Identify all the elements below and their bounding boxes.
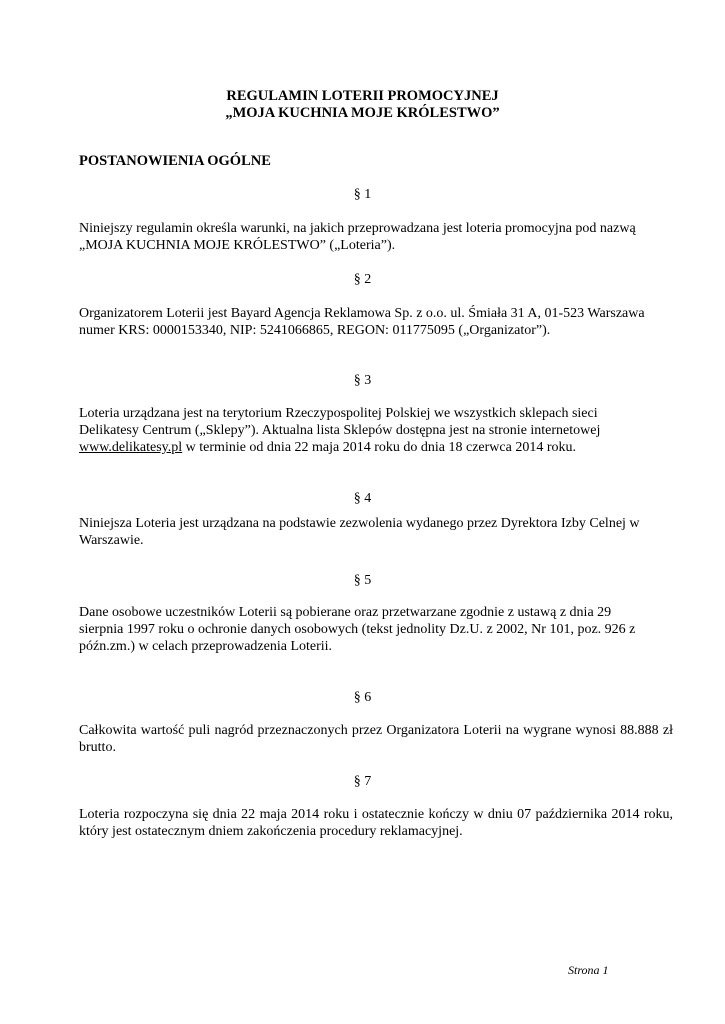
paragraph-2-text <box>79 305 673 339</box>
paragraph-number-3: § 3 <box>353 373 372 388</box>
paragraph-5-line-2: sierpnia 1997 roku o ochronie danych osobowych (tekst jednolity Dz.U. z 2002, Nr 101, poz. 926 z <box>79 622 636 637</box>
paragraph-1-line-1: Niniejszy regulamin określa warunki, na jakich przeprowadzana jest loteria promocyjna pod nazwą <box>79 221 636 236</box>
paragraph-6-text <box>79 722 673 756</box>
paragraph-7-text <box>79 806 673 840</box>
paragraph-number-4: § 4 <box>353 491 372 506</box>
section-heading: POSTANOWIENIA OGÓLNE <box>79 153 271 169</box>
paragraph-2-line-1: Organizatorem Loterii jest Bayard Agencja Reklamowa Sp. z o.o. ul. Śmiała 31 A, 01-523 Warszawa <box>79 306 645 321</box>
paragraph-number-7: § 7 <box>353 774 372 789</box>
paragraph-1-text <box>79 220 673 254</box>
paragraph-3-line-3 <box>79 439 673 456</box>
paragraph-number-1: § 1 <box>353 187 372 202</box>
paragraph-3-line-3-text: w terminie od dnia 22 maja 2014 roku do dnia 18 czerwca 2014 roku. <box>182 440 577 455</box>
page-number-footer: Strona 1 <box>568 963 609 977</box>
paragraph-3-line-1: Loteria urządzana jest na terytorium Rzeczypospolitej Polskiej we wszystkich sklepach sieci <box>79 406 598 421</box>
paragraph-number-6: § 6 <box>353 690 372 705</box>
paragraph-1-line-2: „MOJA KUCHNIA MOJE KRÓLESTWO” („Loteria”). <box>79 238 396 253</box>
paragraph-number-2: § 2 <box>353 272 372 287</box>
paragraph-3-text <box>79 405 673 456</box>
paragraph-6-body: Całkowita wartość puli nagród przeznaczonych przez Organizatora Loterii na wygrane wynosi 88.888 zł brutto. <box>79 723 673 755</box>
paragraph-4-text <box>79 515 673 549</box>
paragraph-7-body: Loteria rozpoczyna się dnia 22 maja 2014 roku i ostatecznie kończy w dniu 07 października 2014 roku, który jest ostatecznym dniem zakończenia procedury reklamacyjnej. <box>79 807 673 839</box>
paragraph-5-line-3: późn.zm.) w celach przeprowadzenia Loterii. <box>79 639 333 654</box>
paragraph-5-line-1: Dane osobowe uczestników Loterii są pobierane oraz przetwarzane zgodnie z ustawą z dnia 29 <box>79 605 612 620</box>
paragraph-5-text <box>79 604 673 655</box>
paragraph-4-line-1: Niniejsza Loteria jest urządzana na podstawie zezwolenia wydanego przez Dyrektora Izby Celnej w <box>79 516 640 531</box>
paragraph-2-line-2: numer KRS: 0000153340, NIP: 5241066865, REGON: 011775095 („Organizator”). <box>79 323 551 338</box>
paragraph-4-line-2: Warszawie. <box>79 533 144 548</box>
document-title-line-2: „MOJA KUCHNIA MOJE KRÓLESTWO” <box>225 105 500 121</box>
document-title-line-1: REGULAMIN LOTERII PROMOCYJNEJ <box>226 88 499 104</box>
paragraph-3-line-2: Delikatesy Centrum („Sklepy”). Aktualna lista Sklepów dostępna jest na stronie internetowej <box>79 423 601 438</box>
paragraph-number-5: § 5 <box>353 573 372 588</box>
delikatesy-link[interactable]: www.delikatesy.pl <box>79 440 183 455</box>
